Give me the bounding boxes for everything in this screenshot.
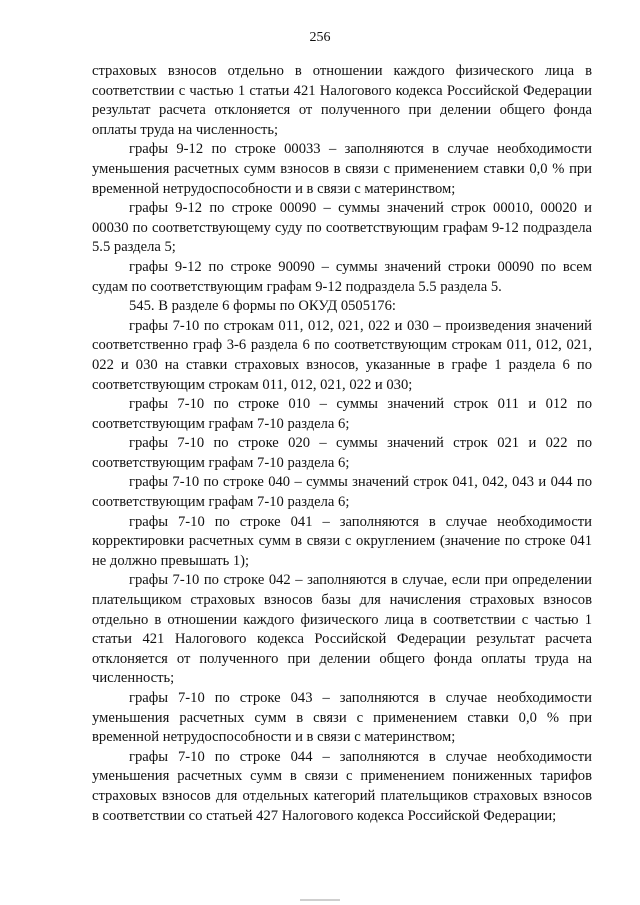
paragraph-cols-7-10-row-020: графы 7-10 по строке 020 – суммы значений строк 021 и 022 по соответствующим графам 7-10 раздела 6; (92, 435, 592, 471)
paragraph-cols-7-10-row-010: графы 7-10 по строке 010 – суммы значений строк 011 и 012 по соответствующим графам 7-10 раздела 6; (92, 396, 592, 432)
paragraph-cols-7-10-rows-011-030: графы 7-10 по строкам 011, 012, 021, 022 и 030 – произведения значений соответственно граф 3-6 раздела 6 по соответствующим строкам 011, 012, 021, 022 и 030 на ставки страховых взносов, указанные в графе 1 раздела 6 по соответствующим строкам 011, 012, 021, 022 и 030; (92, 317, 592, 393)
paragraph-cols-7-10-row-043: графы 7-10 по строке 043 – заполняются в случае необходимости уменьшения расчетных сумм в связи с применением ставки 0,0 % при временной нетрудоспособности и в связи с материнством; (92, 690, 592, 746)
page-number: 256 (309, 30, 331, 45)
paragraph-item-545: 545. В разделе 6 формы по ОКУД 0505176: (129, 298, 396, 315)
paragraph-cols-9-12-row-00090: графы 9-12 по строке 00090 – суммы значений строк 00010, 00020 и 00030 по соответствующему суду по соответствующим графам 9-12 подраздела 5.5 раздела 5; (92, 200, 592, 256)
document-body (92, 62, 592, 826)
scan-artifact (300, 899, 340, 901)
paragraph-cols-7-10-row-041: графы 7-10 по строке 041 – заполняются в случае необходимости корректировки расчетных сумм в связи с округлением (значение по строке 041 не должно превышать 1); (92, 513, 592, 569)
paragraph-cols-7-10-row-042: графы 7-10 по строке 042 – заполняются в случае, если при определении плательщиком страховых взносов базы для начисления страховых взносов отдельно в отношении каждого физического лица в соответствии с частью 1 статьи 421 Налогового кодекса Российской Федерации результат расчета отклоняется от полученного при делении общего фонда оплаты труда на численность; (92, 572, 592, 687)
paragraph-continuation: страховых взносов отдельно в отношении каждого физического лица в соответствии с частью 1 статьи 421 Налогового кодекса Российской Федерации результат расчета отклоняется от полученного при делении общего фонда оплаты труда на численность; (92, 63, 592, 138)
paragraph-cols-7-10-row-044: графы 7-10 по строке 044 – заполняются в случае необходимости уменьшения расчетных сумм в связи с применением пониженных тарифов страховых взносов для отдельных категорий плательщиков страховых взносов в соответствии со статьей 427 Налогового кодекса Российской Федерации; (92, 748, 592, 824)
paragraph-cols-9-12-row-90090: графы 9-12 по строке 90090 – суммы значений строки 00090 по всем судам по соответствующим графам 9-12 подраздела 5.5 раздела 5. (92, 258, 592, 295)
paragraph-cols-9-12-row-00033: графы 9-12 по строке 00033 – заполняются в случае необходимости уменьшения расчетных сумм взносов в связи с применением ставки 0,0 % при временной нетрудоспособности и в связи с материнством; (92, 141, 592, 197)
paragraph-cols-7-10-row-040: графы 7-10 по строке 040 – суммы значений строк 041, 042, 043 и 044 по соответствующим графам 7-10 раздела 6; (92, 474, 592, 511)
